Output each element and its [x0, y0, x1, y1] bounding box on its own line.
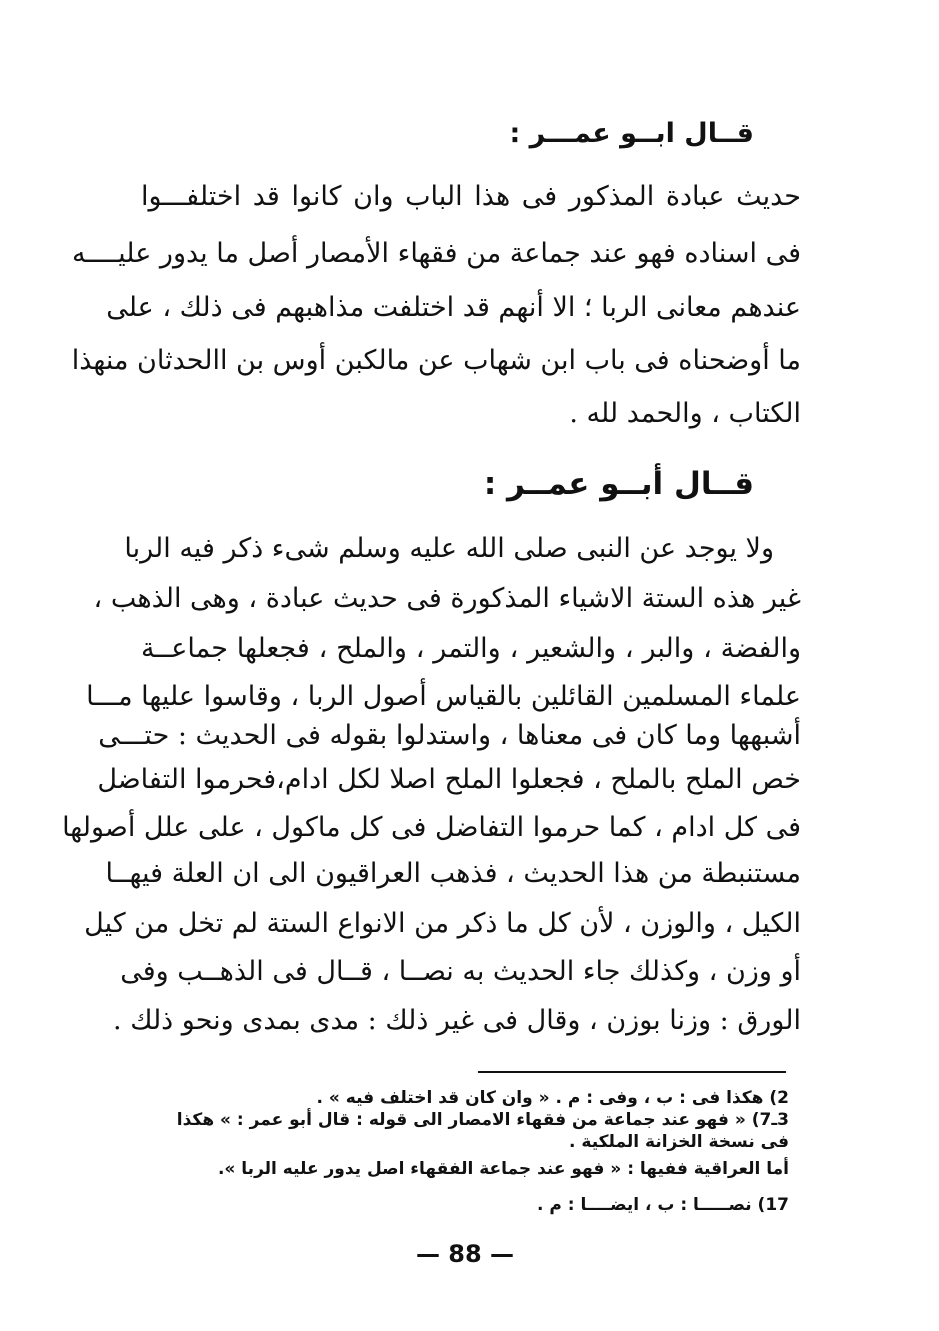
footnote-line: فى نسخة الخزانة الملكية .: [569, 1132, 789, 1152]
paragraph-line: علماء المسلمين القائلين بالقياس أصول الربا ، وقاسوا عليها مـــا: [86, 681, 801, 712]
paragraph-line: حديث عبادة المذكور فى هذا الباب وان كانوا قد اختلفـــوا: [141, 181, 801, 212]
paragraph-line: أشبهها وما كان فى معناها ، واستدلوا بقوله فى الحديث : حتـــى: [98, 720, 801, 751]
paragraph-line: عندهم معانى الربا ؛ الا أنهم قد اختلفت مذاهبهم فى ذلك ، على: [106, 292, 801, 323]
paragraph-line: مستنبطة من هذا الحديث ، فذهب العراقيون الى ان العلة فيهــا: [105, 858, 801, 889]
paragraph-line: الكيل ، والوزن ، لأن كل ما ذكر من الانواع الستة لم تخل من كيل: [84, 908, 801, 939]
footnote-line: 17) نصـــــا : ب ، ايضــــا : م .: [536, 1195, 789, 1215]
paragraph-line: ما أوضحناه فى باب ابن شهاب عن مالكبن أوس بن االحدثان منهذا: [71, 345, 801, 376]
paragraph-line: والفضة ، والبر ، والشعير ، والتمر ، والملح ، فجعلها جماعــة: [141, 633, 801, 664]
paragraph-line: الكتاب ، والحمد لله .: [569, 398, 801, 429]
section-heading-1: قــال ابــو عمـــر :: [509, 118, 754, 149]
paragraph-line: الورق : وزنا بوزن ، وقال فى غير ذلك : مدى بمدى ونحو ذلك .: [113, 1005, 801, 1036]
paragraph-line: فى كل ادام ، كما حرموا التفاضل فى كل ماكول ، على علل أصولها: [62, 812, 801, 843]
paragraph-line: أو وزن ، وكذلك جاء الحديث به نصــا ، قــال فى الذهــب وفى: [120, 956, 801, 987]
footnote-line: 2) هكذا فى : ب ، وفى : م . « وان كان قد اختلف فيه » .: [316, 1088, 789, 1108]
footnote-line: أما العراقية ففيها : « فهو عند جماعة الفقهاء اصل يدور عليه الربا ».: [217, 1159, 789, 1179]
footnote-divider: [478, 1071, 786, 1073]
footnote-line: 3ـ7) « فهو عند جماعة من فقهاء الامصار الى قوله : قال أبو عمر : » هكذا: [176, 1110, 789, 1130]
page-number: — 88 —: [415, 1240, 515, 1268]
section-heading-2: قــال أبــو عمــر :: [483, 466, 754, 502]
paragraph-line: ولا يوجد عن النبى صلى الله عليه وسلم شىء ذكر فيه الربا: [124, 533, 774, 564]
paragraph-line: غير هذه الستة الاشياء المذكورة فى حديث عبادة ، وهى الذهب ،: [93, 583, 801, 614]
paragraph-line: خص الملح بالملح ، فجعلوا الملح اصلا لكل ادام،فحرموا التفاضل: [97, 764, 801, 795]
paragraph-line: فى اسناده فهو عند جماعة من فقهاء الأمصار أصل ما يدور عليــــه: [72, 238, 801, 269]
